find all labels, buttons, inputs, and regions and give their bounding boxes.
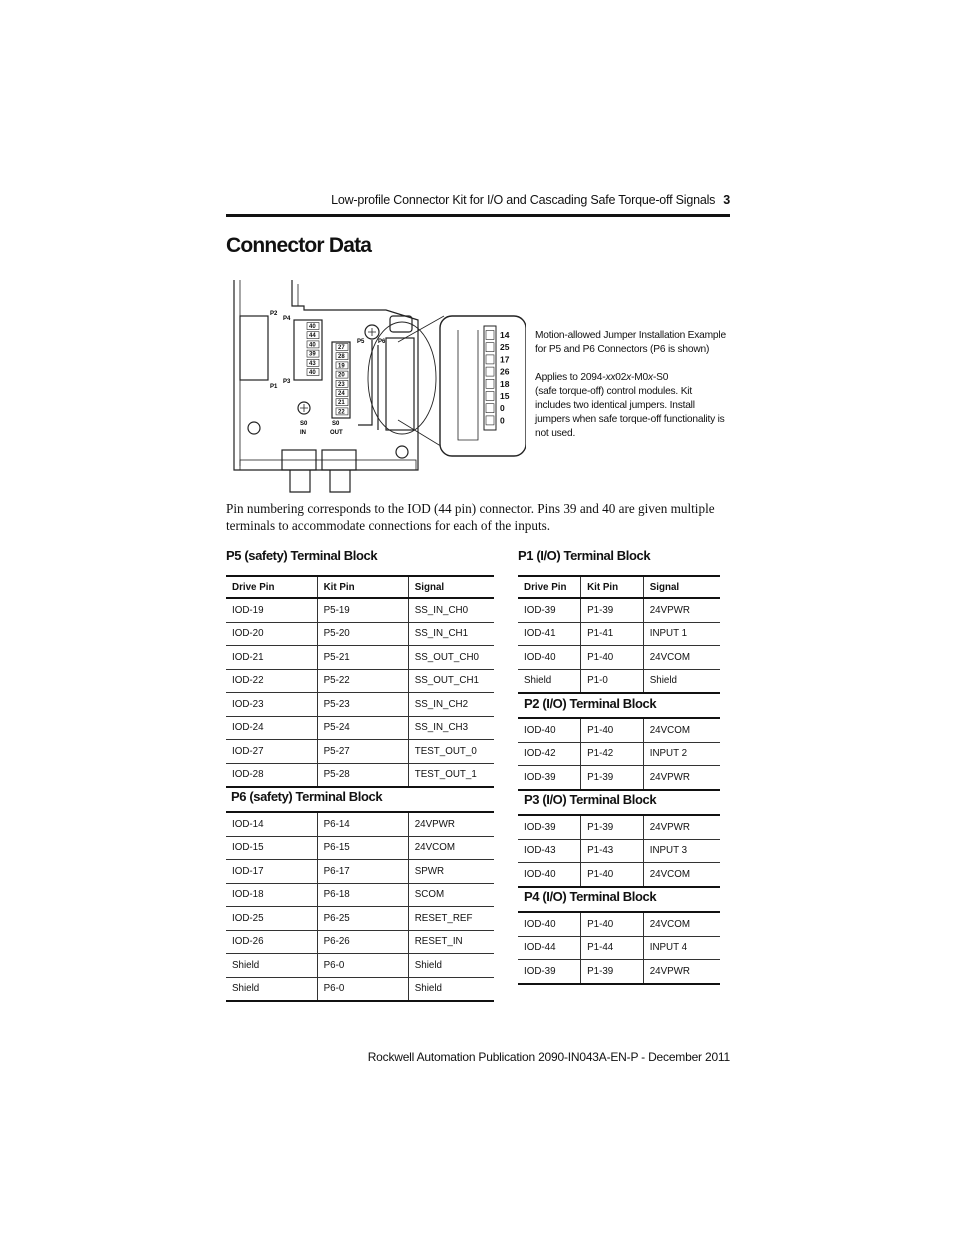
p1-title: P1 (I/O) Terminal Block: [518, 548, 651, 563]
label-p3: P3: [283, 379, 291, 385]
table-cell: RESET_REF: [408, 907, 494, 931]
table-cell: SS_IN_CH2: [408, 693, 494, 717]
table-row: [518, 766, 720, 790]
column-header: Kit Pin: [581, 576, 644, 598]
table-cell: 24VCOM: [643, 718, 720, 742]
connector-diagram: [226, 270, 526, 500]
pin-label: 20: [338, 372, 345, 379]
table-cell: IOD-15: [226, 836, 317, 860]
table-cell: IOD-27: [226, 740, 317, 764]
label-so-out: S0: [332, 421, 340, 427]
label-so-in: S0: [300, 421, 308, 427]
pin-label: 22: [338, 409, 345, 416]
p6-table: [226, 811, 494, 1002]
table-cell: IOD-28: [226, 763, 317, 787]
table-cell: SS_OUT_CH1: [408, 669, 494, 693]
table-cell: SPWR: [408, 860, 494, 884]
pin-label: 40: [309, 324, 316, 330]
table-cell: IOD-25: [226, 907, 317, 931]
table-row: [518, 742, 720, 766]
pin-label: 19: [338, 363, 345, 370]
table-cell: Shield: [408, 954, 494, 978]
table-cell: 24VCOM: [408, 836, 494, 860]
table-header-row: [226, 576, 494, 598]
pin-label: 40: [309, 370, 316, 376]
table-cell: IOD-26: [226, 930, 317, 954]
table-row: [226, 883, 494, 907]
table-cell: IOD-42: [518, 742, 581, 766]
table-cell: IOD-24: [226, 716, 317, 740]
table-row: [518, 646, 720, 670]
table-cell: IOD-17: [226, 860, 317, 884]
table-cell: Shield: [408, 977, 494, 1001]
table-row: [518, 960, 720, 984]
table-cell: IOD-40: [518, 912, 581, 936]
table-cell: P5-27: [317, 740, 408, 764]
table-row: [226, 669, 494, 693]
table-cell: IOD-21: [226, 646, 317, 670]
p6-title: P6 (safety) Terminal Block: [231, 789, 383, 804]
p4-table: [518, 911, 720, 985]
table-row: [226, 622, 494, 646]
table-row: [518, 669, 720, 693]
table-cell: IOD-22: [226, 669, 317, 693]
table-cell: IOD-39: [518, 598, 581, 622]
p3-table: [518, 814, 720, 888]
table-cell: P1-0: [581, 669, 644, 693]
p2-title: P2 (I/O) Terminal Block: [524, 696, 657, 711]
pin-label: 26: [500, 366, 510, 377]
table-row: [518, 598, 720, 622]
body-paragraph: Pin numbering corresponds to the IOD (44 pin) connector. Pins 39 and 40 are given multiple terminals to accommodate connections for each of the inputs.: [226, 501, 715, 533]
table-cell: P1-40: [581, 718, 644, 742]
table-cell: IOD-40: [518, 863, 581, 887]
table-row: [226, 716, 494, 740]
pin-label: 0: [500, 415, 505, 426]
table-row: [226, 812, 494, 836]
running-title: Low-profile Connector Kit for I/O and Cascading Safe Torque-off Signals: [331, 193, 716, 207]
p5-title: P5 (safety) Terminal Block: [226, 548, 378, 563]
table-cell: P1-40: [581, 646, 644, 670]
table-cell: IOD-39: [518, 766, 581, 790]
table-cell: P5-28: [317, 763, 408, 787]
table-cell: P1-39: [581, 766, 644, 790]
pin-label: 25: [500, 342, 510, 353]
table-cell: 24VPWR: [643, 815, 720, 839]
page-number: 3: [723, 193, 730, 207]
label-p2: P2: [270, 311, 278, 317]
table-row: [226, 693, 494, 717]
pin-label: 14: [500, 330, 510, 340]
table-cell: IOD-39: [518, 815, 581, 839]
table-row: [518, 718, 720, 742]
table-cell: IOD-44: [518, 936, 581, 960]
header-rule: [226, 214, 730, 217]
table-row: [226, 836, 494, 860]
table-row: [518, 912, 720, 936]
table-row: [226, 977, 494, 1001]
pin-label: 40: [309, 342, 316, 349]
table-cell: P1-39: [581, 960, 644, 984]
label-out: OUT: [330, 430, 343, 436]
table-row: [518, 839, 720, 863]
table-cell: P5-20: [317, 622, 408, 646]
table-cell: TEST_OUT_0: [408, 740, 494, 764]
pin-label: 15: [500, 391, 510, 401]
table-row: [518, 936, 720, 960]
table-cell: 24VCOM: [643, 912, 720, 936]
running-header: [226, 193, 730, 207]
table-cell: P6-18: [317, 883, 408, 907]
caption-title: Motion-allowed Jumper Installation Example for P5 and P6 Connectors (P6 is shown): [535, 330, 726, 355]
label-p6: P6: [378, 339, 386, 345]
table-cell: IOD-18: [226, 883, 317, 907]
table-cell: INPUT 3: [643, 839, 720, 863]
table-cell: P5-23: [317, 693, 408, 717]
pin-label: 0: [500, 403, 505, 414]
table-cell: P6-0: [317, 954, 408, 978]
table-cell: Shield: [226, 977, 317, 1001]
column-header: Drive Pin: [226, 576, 317, 598]
table-cell: 24VPWR: [408, 812, 494, 836]
pin-label: 21: [338, 400, 345, 407]
table-cell: P1-44: [581, 936, 644, 960]
section-title: Connector Data: [226, 234, 372, 257]
table-cell: IOD-40: [518, 718, 581, 742]
table-row: [226, 646, 494, 670]
p2-table: [518, 717, 720, 791]
table-cell: SS_IN_CH0: [408, 598, 494, 622]
pin-label: 39: [309, 351, 316, 358]
table-cell: 24VCOM: [643, 863, 720, 887]
table-cell: P5-21: [317, 646, 408, 670]
table-row: [518, 815, 720, 839]
table-cell: 24VCOM: [643, 646, 720, 670]
table-cell: P1-40: [581, 912, 644, 936]
table-cell: 24VPWR: [643, 960, 720, 984]
pin-label: 18: [500, 378, 510, 389]
label-p1: P1: [270, 384, 278, 390]
table-cell: Shield: [226, 954, 317, 978]
table-cell: IOD-23: [226, 693, 317, 717]
table-cell: P6-17: [317, 860, 408, 884]
column-header: Signal: [643, 576, 720, 598]
table-row: [226, 907, 494, 931]
table-row: [226, 860, 494, 884]
table-cell: TEST_OUT_1: [408, 763, 494, 787]
table-cell: IOD-39: [518, 960, 581, 984]
table-cell: 24VPWR: [643, 598, 720, 622]
table-row: [226, 598, 494, 622]
table-cell: SS_IN_CH3: [408, 716, 494, 740]
table-row: [226, 954, 494, 978]
table-header-row: [518, 576, 720, 598]
pin-label: 43: [309, 360, 316, 367]
table-cell: INPUT 2: [643, 742, 720, 766]
table-cell: IOD-41: [518, 622, 581, 646]
table-cell: P6-15: [317, 836, 408, 860]
label-p5: P5: [357, 339, 365, 345]
pin-label: 27: [338, 345, 345, 351]
p3-title: P3 (I/O) Terminal Block: [524, 792, 657, 807]
table-cell: SS_OUT_CH0: [408, 646, 494, 670]
table-cell: P1-41: [581, 622, 644, 646]
table-cell: P5-22: [317, 669, 408, 693]
table-cell: P1-39: [581, 815, 644, 839]
pin-label: 17: [500, 354, 510, 365]
table-cell: IOD-40: [518, 646, 581, 670]
table-cell: Shield: [643, 669, 720, 693]
table-cell: P6-26: [317, 930, 408, 954]
table-cell: IOD-43: [518, 839, 581, 863]
table-cell: INPUT 4: [643, 936, 720, 960]
table-cell: P5-19: [317, 598, 408, 622]
table-cell: SCOM: [408, 883, 494, 907]
table-cell: 24VPWR: [643, 766, 720, 790]
column-header: Kit Pin: [317, 576, 408, 598]
table-cell: P1-40: [581, 863, 644, 887]
pin-label: 28: [338, 354, 345, 361]
table-cell: P1-42: [581, 742, 644, 766]
p5-table: [226, 575, 494, 788]
label-p4: P4: [283, 316, 291, 322]
column-header: Drive Pin: [518, 576, 581, 598]
p4-title: P4 (I/O) Terminal Block: [524, 889, 657, 904]
label-in: IN: [300, 430, 306, 436]
table-row: [226, 740, 494, 764]
footer: Rockwell Automation Publication 2090-IN043A-EN-P - December 2011: [367, 1050, 730, 1064]
table-cell: P6-14: [317, 812, 408, 836]
pin-label: 44: [309, 333, 316, 340]
table-row: [226, 930, 494, 954]
pin-label: 23: [338, 381, 345, 388]
table-cell: IOD-14: [226, 812, 317, 836]
table-row: [518, 863, 720, 887]
table-cell: INPUT 1: [643, 622, 720, 646]
caption-note: Applies to 2094-xx02x-M0x-S0 (safe torque-off) control modules. Kit includes two identical jumpers. Install jumpers when safe torque-off functionality is not used.: [535, 372, 725, 439]
table-row: [226, 763, 494, 787]
table-cell: RESET_IN: [408, 930, 494, 954]
figure-caption: [535, 329, 730, 455]
pin-label: 24: [338, 391, 345, 397]
table-cell: IOD-19: [226, 598, 317, 622]
table-cell: P6-25: [317, 907, 408, 931]
table-cell: P5-24: [317, 716, 408, 740]
table-cell: P1-43: [581, 839, 644, 863]
table-cell: Shield: [518, 669, 581, 693]
table-row: [518, 622, 720, 646]
table-cell: SS_IN_CH1: [408, 622, 494, 646]
table-cell: P1-39: [581, 598, 644, 622]
column-header: Signal: [408, 576, 494, 598]
p1-table: [518, 575, 720, 694]
table-cell: P6-0: [317, 977, 408, 1001]
table-cell: IOD-20: [226, 622, 317, 646]
